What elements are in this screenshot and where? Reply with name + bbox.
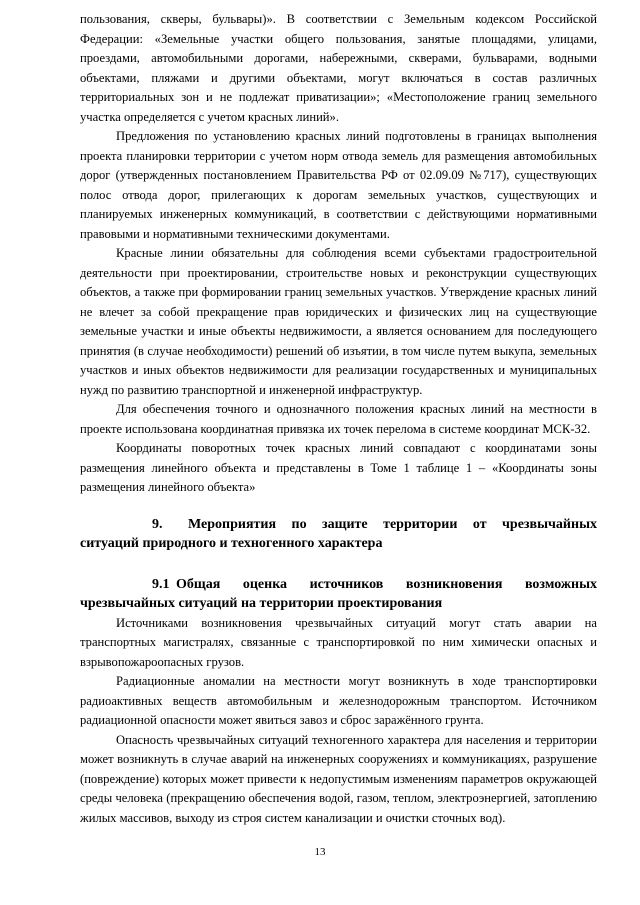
paragraph-radiation-anomalies: Радиационные аномалии на местности могут возникнуть в ходе транспортировки радиоактивных веществ автомобильным и железнодорожным транспортом. Источником радиационной опасности может явиться завоз и сброс заражённого грунта.	[80, 674, 597, 727]
section-heading	[80, 515, 597, 554]
subsection-title: Общая оценка источников возникновения возможных чрезвычайных ситуаций на территории проектирования	[80, 576, 597, 611]
paragraph-turning-points: Координаты поворотных точек красных линий совпадают с координатами зоны размещения линейного объекта и представлены в Томе 1 таблице 1 – «Координаты зоны размещения линейного объекта»	[80, 441, 597, 494]
page-body	[80, 10, 597, 828]
section-number: 9.	[152, 516, 163, 532]
paragraph-coordinate-system: Для обеспечения точного и однозначного положения красных линий на местности в проекте использована координатная привязка их точек перелома в системе координат МСК-32.	[80, 402, 597, 436]
subsection-number: 9.1	[152, 576, 170, 592]
paragraph-transport-accidents: Источниками возникновения чрезвычайных ситуаций могут стать аварии на транспортных магистралях, связанные с транспортировкой по ним химически опасных и взрывопожароопасных грузов.	[80, 615, 597, 669]
paragraph-zoning-continuation: пользования, скверы, бульвары)». В соответствии с Земельным кодексом Российской Федерации: «Земельные участки общего пользования, занятые площадями, улицами, проездами, автомобильными дорогами, набережными, скверами, бульварами, водными объектами, пляжами и другими объектами, могут включаться в состав различных территориальных зон и не подлежат приватизации»; «Местоположение границ земельного участка определяется с учетом красных линий».	[80, 12, 597, 124]
page-number: 13	[314, 846, 326, 858]
section-title: Мероприятия по защите территории от чрезвычайных ситуаций природного и техногенного характера	[80, 516, 597, 551]
paragraph-technogenic-danger: Опасность чрезвычайных ситуаций техногенного характера для населения и территории может возникнуть в случае аварий на инженерных сооружениях и коммуникациях, разрушение (повреждение) которых может привести к недопустимым изменениям параметров окружающей среды человека (прекращению обеспечения водой, газом, теплом, электроэнергией, затоплению жилых массивов, выходу из строя систем канализации и очистки сточных вод).	[80, 732, 597, 825]
paragraph-red-lines-proposals: Предложения по установлению красных линий подготовлены в границах выполнения проекта планировки территории с учетом норм отвода земель для размещения автомобильных дорог (утвержденных постановлением Правительства РФ от 02.09.09 №717), существующих полос отвода дорог, прилегающих к дорогам земельных участков, существующих и планируемых инженерных коммуникаций, в соответствии с действующими нормативными правовыми и нормативными техническими документами.	[80, 129, 597, 241]
subsection-heading	[80, 575, 597, 614]
paragraph-red-lines-obligatory: Красные линии обязательны для соблюдения всеми субъектами градостроительной деятельности при проектировании, строительстве новых и реконструкции существующих объектов, а также при формировании границ земельных участков. Утверждение красных линий не влечет за собой прекращение прав юридических и физических лиц на существующие земельные участки и иные объекты недвижимости, а является основанием для последующего принятия (в случае необходимости) решений об изъятии, в том числе путем выкупа, земельных участков и иных объектов недвижимости для реализации государственных и муниципальных нужд по развитию транспортной и инженерной инфраструктур.	[80, 246, 597, 397]
